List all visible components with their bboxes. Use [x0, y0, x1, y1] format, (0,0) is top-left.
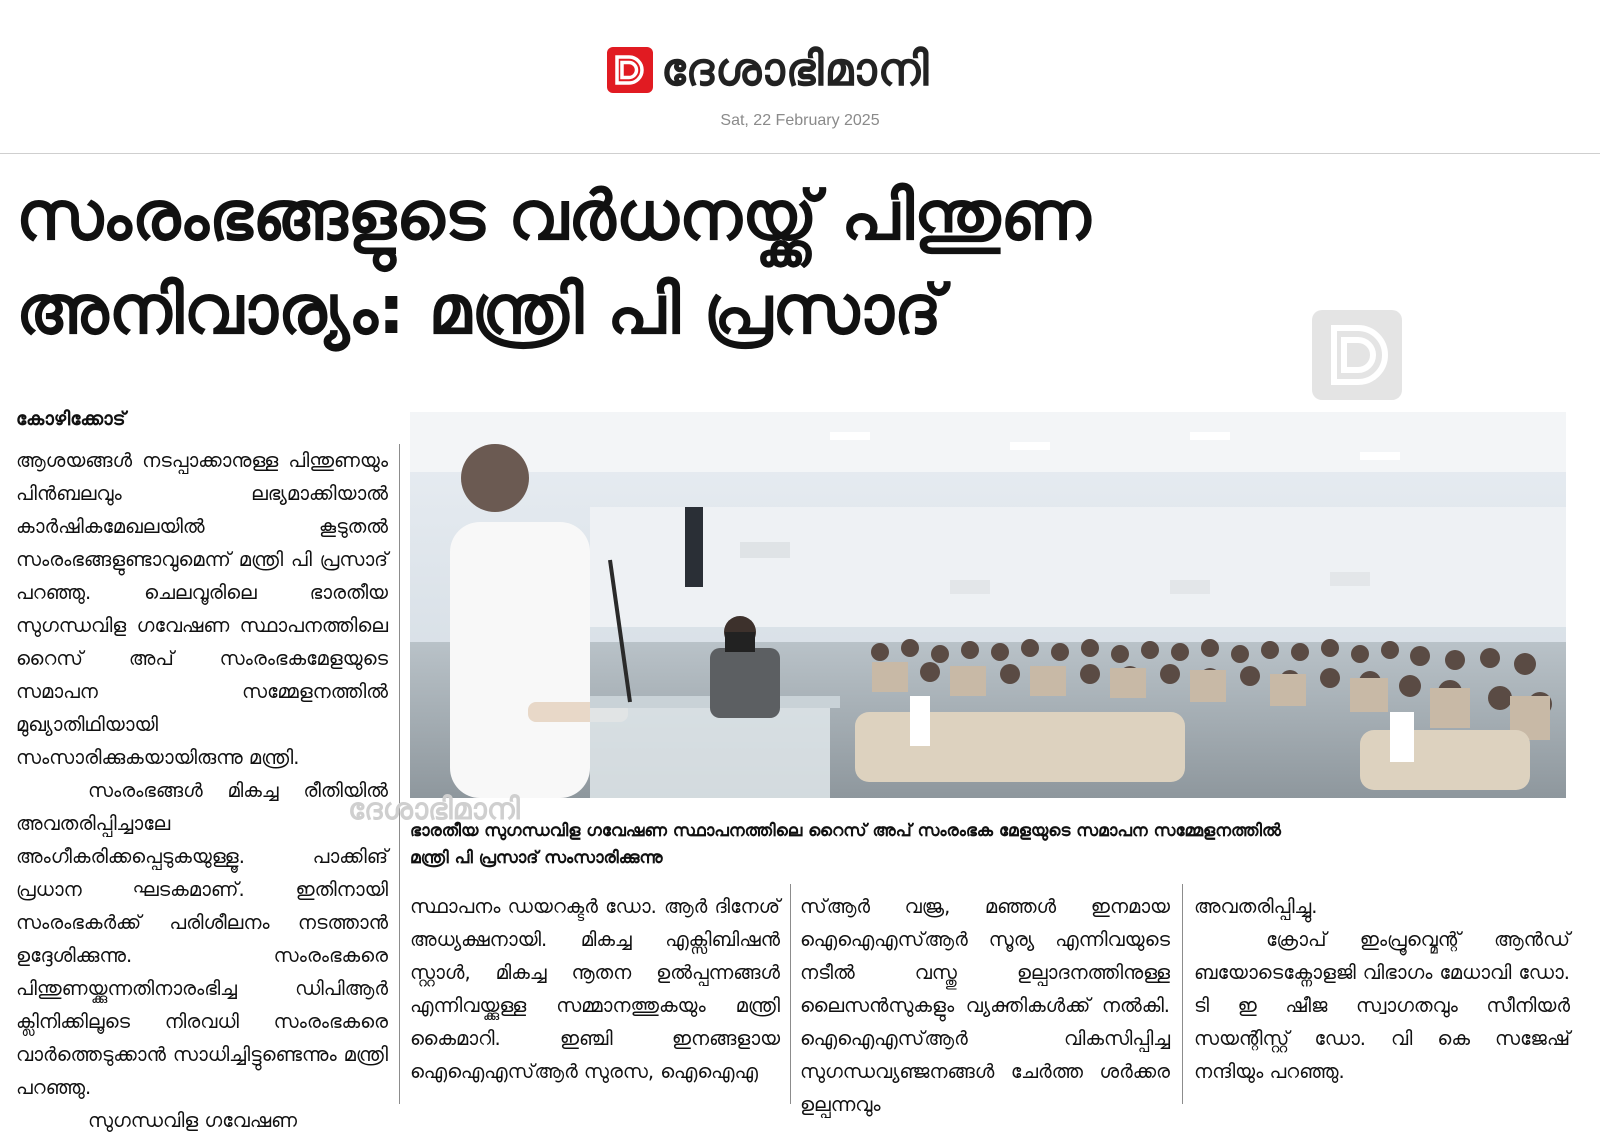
column-divider	[399, 444, 400, 1104]
dateline: കോഴിക്കോട്	[16, 408, 126, 430]
article-column-1	[16, 444, 388, 1137]
paragraph: ആശയങ്ങൾ നടപ്പാക്കാനുള്ള പിന്തുണയും പിൻബലവും ലഭ്യമാക്കിയാൽ കാർഷികമേഖലയിൽ കൂടുതൽ സംരംഭങ്ങളുണ്ടാവുമെന്ന് മന്ത്രി പി പ്രസാദ് പറഞ്ഞു. ചെലവൂരിലെ ഭാരതീയ സുഗന്ധവിള ഗവേഷണ സ്ഥാപനത്തിലെ റൈസ് അപ് സംരംഭകമേളയുടെ സമാപന സമ്മേളനത്തിൽ മുഖ്യാതിഥിയായി സംസാരിക്കുകയായിരുന്നു മന്ത്രി.	[16, 449, 388, 769]
headline-line-1: സംരംഭങ്ങളുടെ വർധനയ്ക്ക് പിന്തുണ	[16, 177, 1091, 256]
caption-line-2: മന്ത്രി പി പ്രസാദ് സംസാരിക്കുന്നു	[410, 848, 663, 868]
photo-caption	[410, 818, 1566, 872]
article-column-3	[800, 890, 1170, 1121]
masthead-divider	[0, 153, 1600, 154]
brand-name: ദേശാഭിമാനി	[661, 42, 930, 96]
paragraph: സ്ആർ വജ്ര, മഞ്ഞൾ ഇനമായ ഐഐഎസ്ആർ സൂര്യ എന്നിവയുടെ നടീൽ വസ്തു ഉല്പാദനത്തിനുള്ള ലൈസൻസുകളും വ്യക്തികൾക്ക് നൽകി. ഐഐഎസ്ആർ വികസിപ്പിച്ച സുഗന്ധവ്യഞ്ജനങ്ങൾ ചേർത്ത ശർക്കര ഉല്പന്നവും	[800, 895, 1170, 1116]
photo-watermark: ദേശാഭിമാനി	[348, 792, 520, 827]
paragraph: സ്ഥാപനം ഡയറക്ടർ ഡോ. ആർ ദിനേശ് അധ്യക്ഷനായി. മികച്ച എക്സിബിഷൻ സ്റ്റാൾ, മികച്ച നൂതന ഉൽപ്പന്നങ്ങൾ എന്നിവയ്ക്കുള്ള സമ്മാനത്തുകയും മന്ത്രി കൈമാറി. ഇഞ്ചി ഇനങ്ങളായ ഐഐഎസ്ആർ സുരസ, ഐഐഎ	[410, 895, 780, 1083]
brand-logo[interactable]	[607, 40, 930, 100]
watermark-logo-icon	[1312, 310, 1402, 400]
article-column-2	[410, 890, 780, 1088]
paragraph: അവതരിപ്പിച്ചു.	[1194, 895, 1318, 918]
paragraph: സുഗന്ധവിള ഗവേഷണ	[88, 1109, 297, 1132]
brand-mark-icon	[607, 47, 653, 93]
article-column-4	[1194, 890, 1570, 1088]
caption-line-1: ഭാരതീയ സുഗന്ധവിള ഗവേഷണ സ്ഥാപനത്തിലെ റൈസ് അപ് സംരംഭക മേളയുടെ സമാപന സമ്മേളനത്തിൽ	[410, 821, 1281, 841]
event-photo-illustration	[410, 412, 1566, 798]
column-divider	[1182, 884, 1183, 1104]
article-photo[interactable]	[410, 412, 1566, 798]
paragraph: ക്രോപ് ഇംപ്രൂവ്മെന്റ് ആൻഡ് ബയോടെക്നോളജി വിഭാഗം മേധാവി ഡോ. ടി ഇ ഷീജ സ്വാഗതവും സീനിയർ സയന്റിസ്റ്റ് ഡോ. വി കെ സജേഷ് നന്ദിയും പറഞ്ഞു.	[1194, 928, 1570, 1083]
publication-date: Sat, 22 February 2025	[720, 112, 880, 129]
masthead	[0, 0, 1600, 154]
column-divider	[790, 884, 791, 1104]
headline-line-2: അനിവാര്യം: മന്ത്രി പി പ്രസാദ്	[16, 271, 942, 350]
paragraph: സംരംഭങ്ങൾ മികച്ച രീതിയിൽ അവതരിപ്പിച്ചാലേ അംഗീകരിക്കപ്പെടുകയുള്ളൂ. പാക്കിങ് പ്രധാന ഘടകമാണ്. ഇതിനായി സംരംഭകർക്ക് പരിശീലനം നടത്താൻ ഉദ്ദേശിക്കുന്നു. സംരംഭകരെ പിന്തുണയ്ക്കുന്നതിനാരംഭിച്ച ഡിപിആർ ക്ലിനിക്കിലൂടെ നിരവധി സംരംഭകരെ വാർത്തെടുക്കാൻ സാധിച്ചിട്ടുണ്ടെന്നും മന്ത്രി പറഞ്ഞു.	[16, 779, 388, 1099]
